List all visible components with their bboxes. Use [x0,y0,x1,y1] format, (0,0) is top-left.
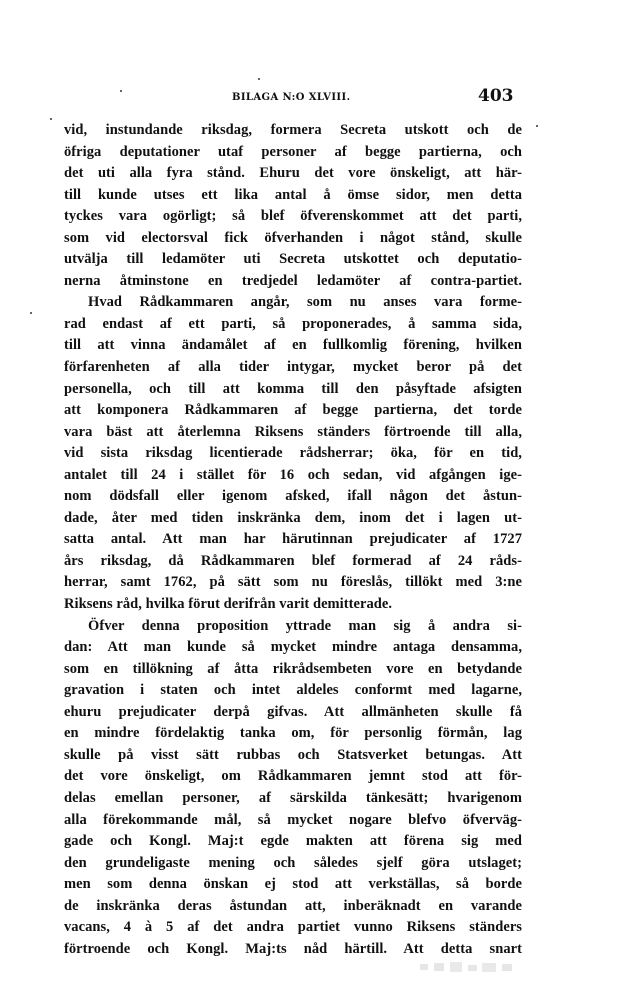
margin-speck [536,125,538,127]
text-line: en mindre fördelaktig tanka om, för personlig förmån, lag [64,725,522,742]
text-line: förfarenheten af alla tider intygar, mycket beror på det [64,359,522,376]
margin-speck [258,78,260,80]
text-line: Hvad Rådkammaren angår, som nu anses vara forme- [88,294,522,311]
text-line: till att vinna ändamålet af en fullkomlig förening, hvilken [64,337,522,354]
margin-speck [30,312,32,314]
page-number: 403 [478,86,514,106]
text-line: delas emellan personer, af särskilda tänkesätt; hvarigenom [64,789,522,806]
margin-speck [50,118,52,120]
text-line: Öfver denna proposition yttrade man sig å andra si- [88,617,522,634]
text-line: det vore önskeligt, om Rådkammaren jemnt stod att för- [64,768,522,785]
text-line: alla förekommande mål, så mycket nogare blefvo öfverväg- [64,811,522,828]
text-line: dade, åter med tiden inskränka dem, inom det i lagen ut- [64,509,522,526]
text-line: års riksdag, då Rådkammaren blef formerad af 24 råds- [64,552,522,569]
body-text [64,120,522,960]
text-line: utvälja till ledamöter uti Secreta utskottet och deputatio- [64,251,522,268]
text-line: herrar, samt 1762, på sätt som nu föreslås, tillökt med 3:ne [64,574,522,591]
text-line: gravation i staten och intet aldeles conformt med lagarne, [64,682,522,699]
text-line: nerna åtminstone en tredjedel ledamöter af contra-partiet. [64,272,522,289]
text-line: antalet till 24 i stället för 16 och sedan, vid afgången ige- [64,466,522,483]
text-line: vacans, 4 à 5 af det andra partiet vunno Riksens ständers [64,919,522,936]
text-line: dan: Att man kunde så mycket mindre antaga densamma, [64,639,522,656]
text-line: personella, och till att komma till den påsyftade afsigten [64,380,522,397]
text-line: gade och Kongl. Maj:t egde makten att förena sig med [64,833,522,850]
page-header [0,0,624,120]
text-line: vara bäst att återlemna Riksens ständers förtroende till alla, [64,423,522,440]
text-line: satta antal. Att man har härutinnan prejudicater af 1727 [64,531,522,548]
text-line: tyckes vara ogörligt; så blef öfverenskommet att det parti, [64,208,522,225]
margin-speck [120,90,122,92]
text-line: den grundeligaste mening och således sjelf göra utslaget; [64,854,522,871]
text-line: skulle på visst sätt rubbas och Statsverket betungas. Att [64,746,522,763]
text-line: som en tillökning af åtta rikrådsembeten vore en betydande [64,660,522,677]
scan-smudge [420,960,540,976]
text-line: ehuru prejudicater derpå gifvas. Att allmänheten skulle få [64,703,522,720]
text-line: vid sista riksdag licentierade rådsherrar; öka, för en tid, [64,445,522,462]
text-line: öfriga deputationer utaf personer af begge partierna, och [64,143,522,160]
text-line: rad endast af ett parti, så proponerades, å samma sida, [64,315,522,332]
text-line: förtroende och Kongl. Maj:ts nåd härtill. Att detta snart [64,940,522,957]
text-line: Riksens råd, hvilka förut derifrån varit demitterade. [64,596,393,613]
text-line: men som denna önskan ej stod att verkställas, så borde [64,876,522,893]
text-line: att komponera Rådkammaren af begge partierna, det torde [64,402,522,419]
text-line: nom dödsfall eller igenom afsked, ifall någon det åstun- [64,488,522,505]
text-line: till kunde utses ett lika antal å ömse sidor, men detta [64,186,522,203]
text-line: vid, instundande riksdag, formera Secreta utskott och de [64,122,522,138]
text-line: som vid electorsval fick öfverhanden i något stånd, skulle [64,229,522,246]
text-line: de inskränka deras åstundan att, inberäknadt en varande [64,897,522,914]
text-line: det uti alla fyra stånd. Ehuru det vore önskeligt, att här- [64,165,522,182]
running-head: BILAGA N:O XLVIII. [232,92,351,103]
